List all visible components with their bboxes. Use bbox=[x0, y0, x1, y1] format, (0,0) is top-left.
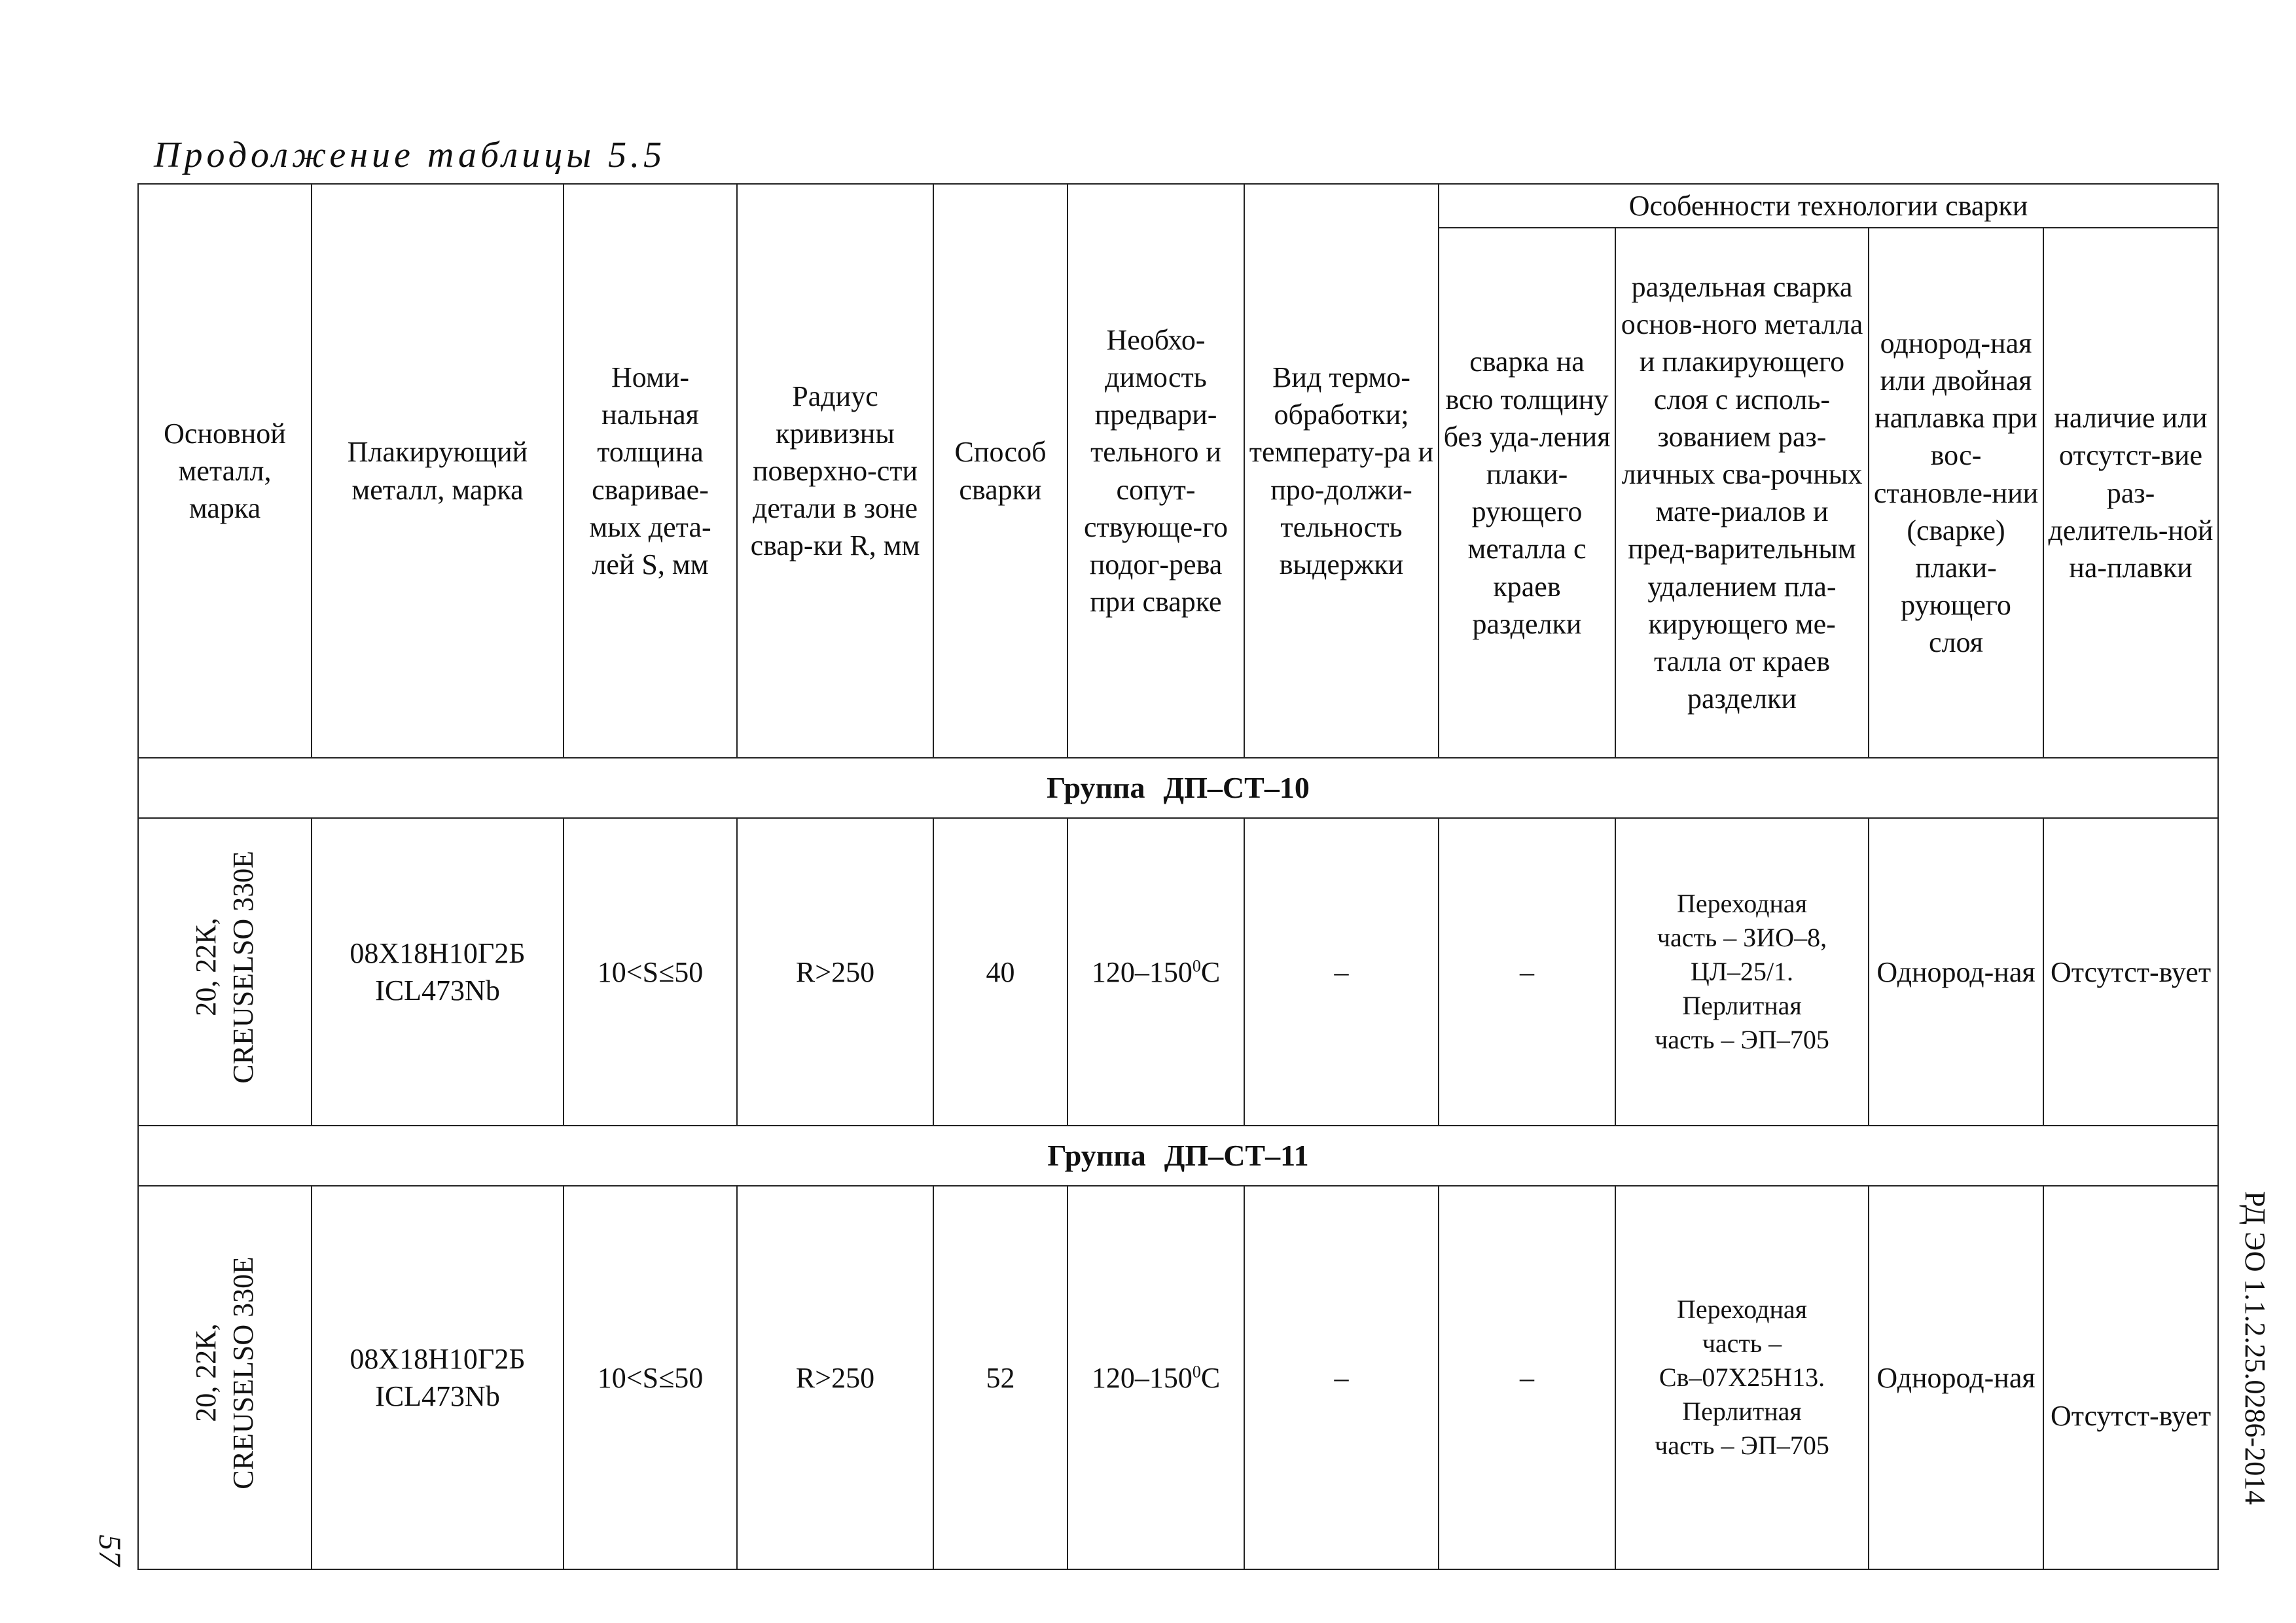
separate-line: Св–07Х25Н13. bbox=[1659, 1363, 1825, 1393]
header-heat-treatment: Вид термо-обработки; температу-ра и про-должи-тельность выдержки bbox=[1244, 184, 1439, 758]
base-metal-line: CREUSELSO 330E bbox=[227, 851, 260, 1084]
clad-line: ICL473Nb bbox=[375, 1380, 500, 1413]
header-full-thickness: сварка на всю толщину без уда-ления плаки-рующего металла с краев разделки bbox=[1439, 228, 1615, 758]
group-label bbox=[138, 758, 2218, 818]
separate-line: часть – bbox=[1702, 1329, 1782, 1359]
table-caption: Продолжение таблицы 5.5 bbox=[154, 135, 666, 175]
preheat-value: 120–150 bbox=[1091, 1361, 1193, 1394]
group-row bbox=[138, 758, 2218, 818]
header-overlay: однород-ная или двойная наплавка при вос-становле-нии (сварке) плаки-рующего слоя bbox=[1869, 228, 2043, 758]
separate-line: Переходная bbox=[1676, 1294, 1808, 1325]
cell-full-thickness: – bbox=[1439, 818, 1615, 1126]
cell-radius: R>250 bbox=[737, 818, 933, 1126]
header-separating-overlay: наличие или отсутст-вие раз-делитель-ной на-плавки bbox=[2043, 228, 2218, 758]
base-metal-vertical bbox=[187, 851, 262, 1084]
group-label-word: Группа bbox=[1047, 771, 1145, 805]
group-label bbox=[138, 1126, 2218, 1186]
table-row bbox=[138, 818, 2218, 1126]
cell-preheat bbox=[1067, 1186, 1244, 1569]
cell-clad-metal bbox=[312, 1186, 564, 1569]
cell-overlay: Однород-ная bbox=[1869, 818, 2043, 1126]
separate-line: часть – ЗИО–8, bbox=[1657, 923, 1827, 953]
preheat-degree: 0 bbox=[1192, 1361, 1201, 1381]
preheat-unit: С bbox=[1200, 955, 1221, 988]
page-number: 57 bbox=[92, 1535, 127, 1566]
header-base-metal: Основной металл, марка bbox=[138, 184, 312, 758]
base-metal-line: 20, 22К, bbox=[190, 918, 223, 1017]
cell-separate-welding bbox=[1615, 818, 1869, 1126]
preheat-degree: 0 bbox=[1192, 955, 1201, 975]
clad-line: 08Х18Н10Г2Б bbox=[350, 1343, 526, 1375]
separate-line: ЦЛ–25/1. bbox=[1690, 957, 1794, 987]
cell-method: 52 bbox=[933, 1186, 1067, 1569]
cell-thickness: 10<S≤50 bbox=[564, 1186, 737, 1569]
header-clad-metal: Плакирующий металл, марка bbox=[312, 184, 564, 758]
group-label-code: ДП–СТ–11 bbox=[1164, 1139, 1309, 1173]
cell-base-metal bbox=[138, 1186, 312, 1569]
preheat-unit: С bbox=[1200, 1361, 1221, 1394]
cell-separate-welding bbox=[1615, 1186, 1869, 1569]
cell-separating-overlay: Отсутст-вует bbox=[2043, 1186, 2218, 1569]
cell-heat-treatment: – bbox=[1244, 818, 1439, 1126]
group-label-code: ДП–СТ–10 bbox=[1163, 771, 1310, 805]
base-metal-line: CREUSELSO 330E bbox=[227, 1257, 260, 1489]
welding-table bbox=[137, 183, 2219, 1570]
cell-method: 40 bbox=[933, 818, 1067, 1126]
cell-separating-overlay: Отсутст-вует bbox=[2043, 818, 2218, 1126]
cell-heat-treatment: – bbox=[1244, 1186, 1439, 1569]
cell-overlay: Однород-ная bbox=[1869, 1186, 2043, 1569]
base-metal-vertical bbox=[187, 1257, 262, 1489]
cell-full-thickness: – bbox=[1439, 1186, 1615, 1569]
header-method: Способ сварки bbox=[933, 184, 1067, 758]
header-preheat: Необхо-димость предвари-тельного и сопут-ствующе-го подог-рева при сварке bbox=[1067, 184, 1244, 758]
preheat-value: 120–150 bbox=[1091, 955, 1193, 988]
cell-radius: R>250 bbox=[737, 1186, 933, 1569]
base-metal-line: 20, 22К, bbox=[190, 1323, 223, 1423]
separate-line: Переходная bbox=[1676, 889, 1808, 919]
cell-base-metal bbox=[138, 818, 312, 1126]
group-label-word: Группа bbox=[1047, 1139, 1146, 1173]
cell-clad-metal bbox=[312, 818, 564, 1126]
clad-line: 08Х18Н10Г2Б bbox=[350, 937, 526, 969]
separate-line: часть – ЭП–705 bbox=[1655, 1025, 1829, 1055]
header-row-1 bbox=[138, 184, 2218, 228]
cell-thickness: 10<S≤50 bbox=[564, 818, 737, 1126]
clad-line: ICL473Nb bbox=[375, 974, 500, 1007]
document-code: РД ЭО 1.1.2.25.0286-2014 bbox=[2239, 1191, 2271, 1505]
header-thickness: Номи-нальная толщина сваривае-мых дета-лей S, мм bbox=[564, 184, 737, 758]
header-radius: Радиус кривизны поверхно-сти детали в зоне свар-ки R, мм bbox=[737, 184, 933, 758]
group-row bbox=[138, 1126, 2218, 1186]
cell-preheat bbox=[1067, 818, 1244, 1126]
separate-line: часть – ЭП–705 bbox=[1655, 1431, 1829, 1461]
header-features-group: Особенности технологии сварки bbox=[1439, 184, 2218, 228]
header-separate-welding: раздельная сварка основ-ного металла и плакирующего слоя с исполь-зованием раз-личных сва-рочных мате-риалов и пред-варительным удалением пла-кирующего ме-талла от краев разделки bbox=[1615, 228, 1869, 758]
separate-line: Перлитная bbox=[1682, 1397, 1802, 1427]
table-row bbox=[138, 1186, 2218, 1569]
separate-line: Перлитная bbox=[1682, 991, 1802, 1021]
